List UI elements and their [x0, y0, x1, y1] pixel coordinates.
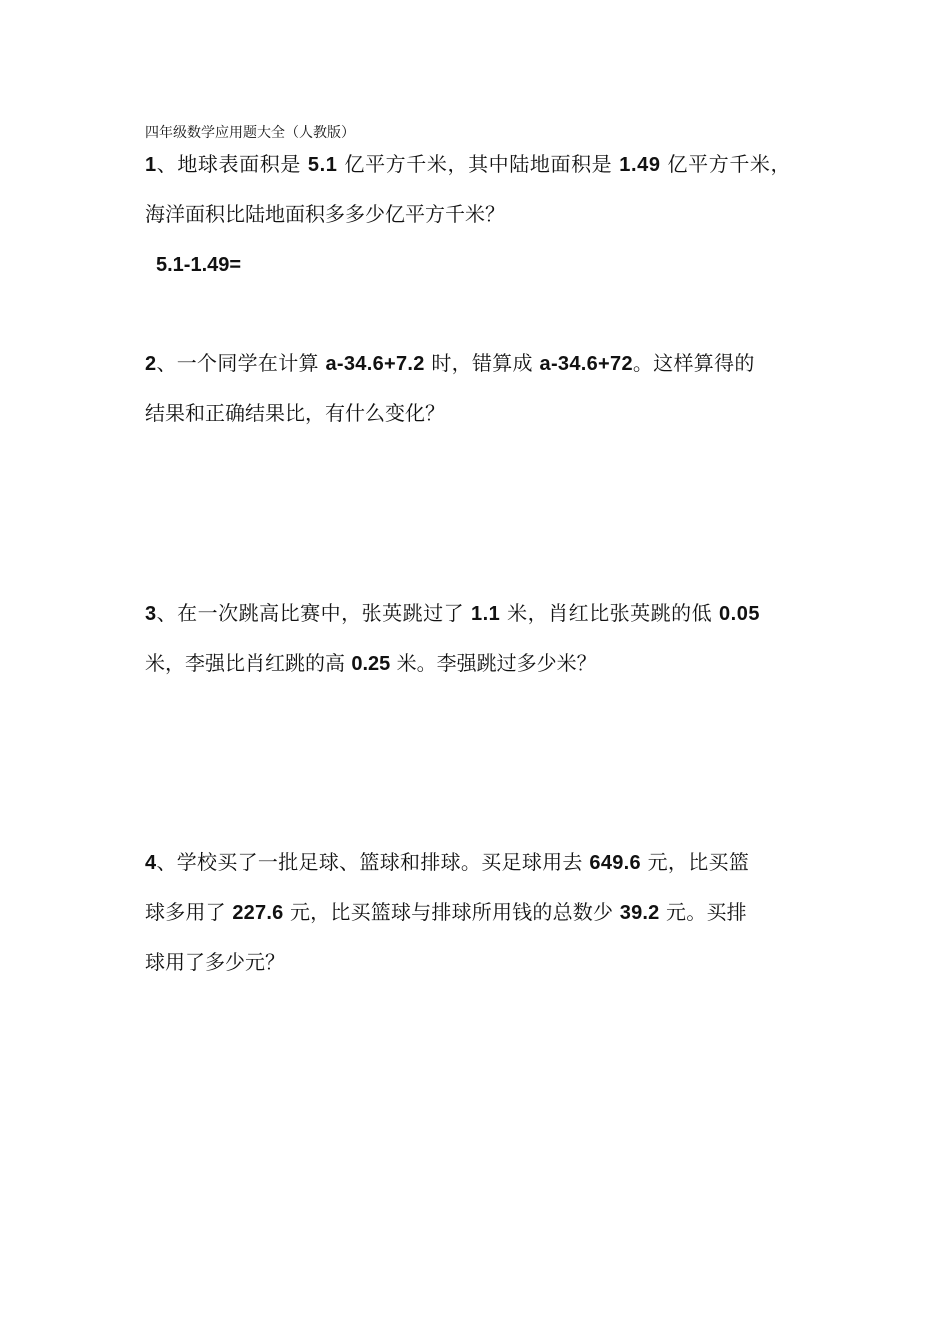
problem-text: 时，错算成: [424, 351, 540, 375]
problem-number: 3: [145, 603, 157, 625]
problem-text: 元，比买篮: [640, 850, 750, 874]
problem-4-line-2: [145, 898, 747, 927]
problem-1-line-2: [145, 200, 505, 228]
problem-text: 元，比买篮球与排球所用钱的总数少: [283, 900, 620, 924]
problem-value: a-34.6+7.2: [325, 353, 425, 375]
problem-4-line-1: [145, 848, 749, 877]
problem-text: 米，肖红比张英跳的低: [500, 601, 720, 625]
problem-text: 、在一次跳高比赛中，张英跳过了: [156, 601, 471, 625]
problem-text: 球用了多少元？: [145, 950, 285, 974]
problem-text: 结果和正确结果比，有什么变化？: [145, 401, 445, 425]
problem-3-line-2: [145, 649, 597, 678]
problem-text: 。这样算得的: [632, 351, 755, 375]
problem-text: 亿平方千米，其中陆地面积是: [337, 152, 620, 176]
problem-2-line-2: [145, 399, 445, 427]
problem-value: 0.25: [351, 653, 391, 675]
problem-1-line-1: [145, 150, 791, 179]
problem-value: 227.6: [232, 902, 284, 924]
problem-value: 5.1: [307, 154, 338, 176]
problem-number: 1: [145, 154, 157, 176]
problem-value: 649.6: [589, 852, 641, 874]
problem-value: 39.2: [619, 902, 660, 924]
problem-number: 4: [145, 852, 157, 874]
problem-1-answer: 5.1-1.49=: [156, 254, 242, 276]
problem-text: 、地球表面积是: [156, 152, 308, 176]
problem-4-line-3: [145, 948, 285, 976]
problem-text: 米，李强比肖红跳的高: [145, 651, 352, 675]
problem-text: 米。李强跳过多少米？: [390, 651, 597, 675]
problem-text: 元。买排: [659, 900, 747, 924]
problem-text: 海洋面积比陆地面积多多少亿平方千米？: [145, 202, 505, 226]
problem-2-line-1: [145, 349, 755, 378]
document-title: 四年级数学应用题大全（人教版）: [145, 125, 355, 141]
problem-text: 亿平方千米，: [660, 152, 792, 176]
problem-text: 、一个同学在计算: [156, 351, 326, 375]
problem-value: 1.1: [470, 603, 501, 625]
problem-value: 0.05: [719, 603, 760, 625]
problem-number: 2: [145, 353, 157, 375]
problem-value: a-34.6+72: [539, 353, 633, 375]
problem-text: 、学校买了一批足球、篮球和排球。买足球用去: [156, 850, 590, 874]
problem-text: 球多用了: [145, 900, 233, 924]
problem-3-line-1: [145, 599, 760, 628]
problem-value: 1.49: [619, 154, 661, 176]
